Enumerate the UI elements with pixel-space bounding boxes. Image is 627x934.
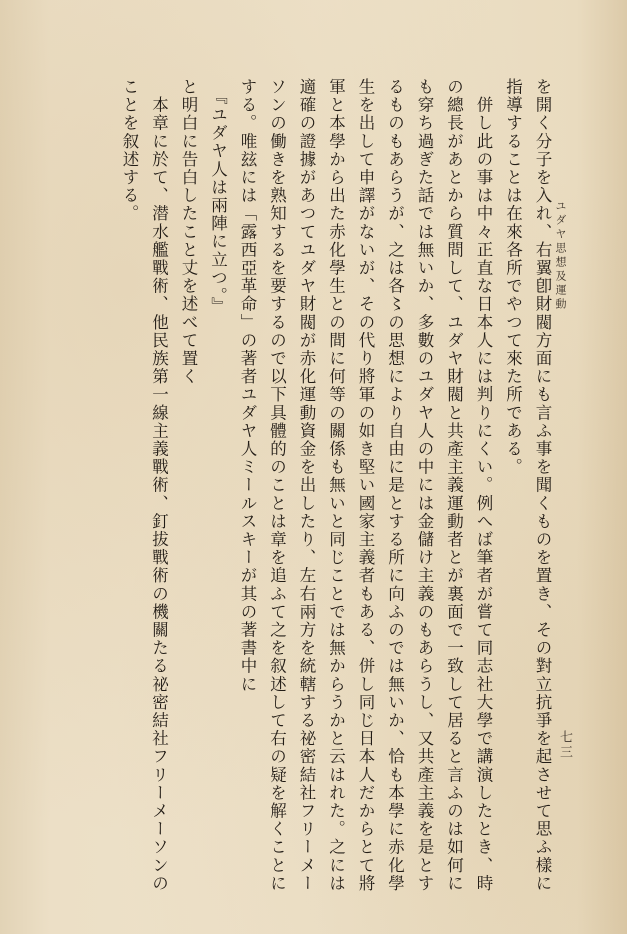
- text-line: 指導することは在來各所でやつて來た所である。: [503, 78, 523, 477]
- quote-line: 『ユダヤ人は兩陣に立つ。』: [208, 78, 228, 315]
- text-line: 生を出して申譯がないが、その代り將軍の如き堅い國家主義者もある、併し同じ日本人だからとて將: [356, 78, 375, 893]
- running-head: ユダヤ思想及運動: [554, 200, 567, 312]
- text-line: 本章に於て、潜水艦戰術、他民族第一線主義戰術、釘拔戰術の機關たる祕密結社フリーメーソンの: [149, 78, 169, 893]
- text-line: する。唯玆には「露西亞革命」の著者ユダヤ人ミールスキーが其の著書中に: [238, 78, 257, 694]
- text-line: 軍と本學から出た赤化學生との間に何等の關係も無いと同じことでは無からうかと云はれた。之には: [326, 78, 346, 893]
- body-text: [37, 78, 557, 908]
- text-line: るものもあらうが、之は各〻の思想により自由に是とする所に向ふのでは無いか、恰も本學に赤化學: [385, 78, 405, 893]
- text-line: ことを叙述する。: [120, 78, 139, 223]
- text-line: を開く分子を入れ、右翼卽財閥方面にも言ふ事を聞くものを置き、その對立抗爭を起させて思ふ樣に: [533, 78, 552, 893]
- text-line: ソンの働きを熟知するを要するので以下具體的のことは章を追ふて之を叙述して右の疑を解くことに: [267, 78, 287, 893]
- text-line: 適確の證據があつてユダヤ財閥が赤化運動資金を出したり、左右兩方を統轄する祕密結社フリーメー: [297, 78, 316, 893]
- text-line: 併し此の事は中々正直な日本人には判りにくい。例へば筆者が嘗て同志社大學で講演したとき、時: [474, 78, 493, 893]
- text-line: と明白に告白したこと丈を述べて置く: [179, 78, 198, 386]
- text-line: の總長があとから質問して、ユダヤ財閥と共產主義運動者とが裏面で一致して居ると言ふのは如何に: [444, 78, 464, 893]
- page-number: 七三: [557, 730, 572, 760]
- text-line: も穿ち過ぎた話では無いか、多數のユダヤ人の中には金儲け主義のもあらうし、又共產主義を是とす: [415, 78, 434, 893]
